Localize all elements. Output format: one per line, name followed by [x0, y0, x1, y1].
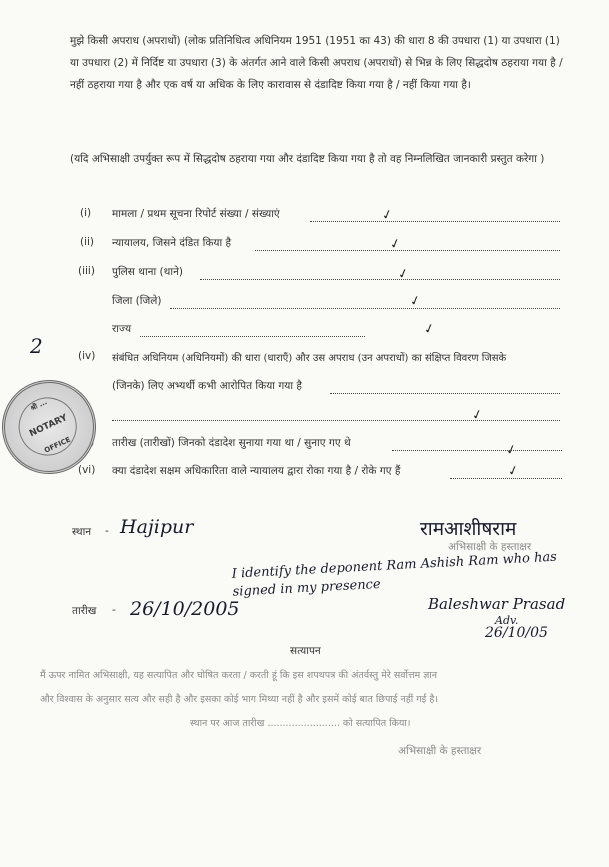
item-i-tick: ✓	[380, 206, 395, 225]
item-ii-label: न्यायालय, जिसने दंडित किया है	[112, 237, 232, 249]
item-v-label: तारीख (तारीखों) जिनको दंडादेश सुनाया गया था / सुनाए गए थे	[112, 437, 351, 449]
item-iii-number: (iii)	[78, 265, 95, 277]
item-iii-line	[200, 279, 560, 280]
info-paragraph: (यदि अभिसाक्षी उपर्युक्त रूप में सिद्धदोष ठहराया गया और दंडादिष्ट किया गया है तो वह निम्नलिखित जानकारी प्रस्तुत करेगा )	[70, 153, 545, 165]
margin-mark: 2	[30, 334, 43, 358]
item-iv-line-2	[112, 420, 560, 421]
item-vi-label: क्या दंडादेश सक्षम अधिकारिता वाले न्यायालय द्वारा रोका गया है / रोके गए हैं	[112, 465, 401, 477]
item-iv-number: (iv)	[78, 350, 96, 362]
verification-line-1: मैं ऊपर नामित अभिसाक्षी, यह सत्यापित और घोषित करता / करती हूं कि इस शपथपत्र की अंतर्वस्तु मेरे सर्वोत्तम ज्ञान	[40, 670, 438, 681]
item-i-label: मामला / प्रथम सूचना रिपोर्ट संख्या / संख्याएं	[112, 208, 280, 220]
state-label: राज्य	[112, 323, 132, 335]
item-ii-line	[255, 250, 560, 251]
item-vi-tick: ✓	[506, 462, 521, 481]
deponent-signature: रामआशीषराम	[420, 518, 517, 540]
item-iv-label-2: (जिनके) लिए अभ्यर्थी कभी आरोपित किया गया है	[112, 380, 302, 392]
item-i-line	[310, 221, 560, 222]
item-vi-number: (vi)	[78, 464, 96, 476]
date-label: तारीख	[72, 605, 97, 617]
place-separator: -	[105, 525, 109, 537]
item-iii-tick: ✓	[396, 265, 411, 284]
place-value: Hajipur	[120, 516, 194, 538]
district-tick: ✓	[408, 292, 423, 311]
item-iv-label-1: संबंधित अधिनियम (अधिनियमों) की धारा (धाराएँ) और उस अपराध (उन अपराधों) का संक्षिप्त विवरण जिसके	[112, 353, 507, 364]
date-value: 26/10/2005	[130, 598, 240, 620]
item-v-tick: ✓	[504, 441, 519, 460]
item-vi-line	[450, 478, 562, 479]
district-label: जिला (जिले)	[112, 295, 162, 307]
verification-sign-label: अभिसाक्षी के हस्ताक्षर	[398, 745, 482, 757]
item-iii-label: पुलिस थाना (थाने)	[112, 266, 184, 278]
advocate-title: Adv.	[495, 614, 519, 627]
advocate-date: 26/10/05	[485, 625, 548, 641]
item-ii-number: (ii)	[80, 236, 95, 248]
stamp-text-top: श्री ...	[29, 397, 49, 413]
place-label: स्थान	[72, 526, 92, 538]
stamp-text-bottom: OFFICE	[43, 435, 72, 455]
stamp-text-mid: NOTARY	[28, 412, 70, 440]
state-line	[140, 336, 365, 337]
intro-paragraph: मुझे किसी अपराध (अपराधों) (लोक प्रतिनिधित्व अधिनियम 1951 (1951 का 43) की धारा 8 की उपधारा (1) या उपधारा (1) या उपधारा (2) में निर्दिष्ट या उपधारा (3) के अंतर्गत आने वाले किसी अपराध (अपराधों) से भिन्न के लिए सिद्धदोष ठहराया गया है / नहीं ठहराया गया है और एक वर्ष या अधिक के लिए कारावास से दंडादिष्ट किया गया है / नहीं किया गया है।	[70, 35, 563, 91]
state-tick: ✓	[422, 320, 437, 339]
verification-heading: सत्यापन	[290, 645, 321, 657]
deponent-sign-label: अभिसाक्षी के हस्ताक्षर	[448, 541, 532, 553]
item-iv-tick: ✓	[470, 406, 485, 425]
advocate-name: Baleshwar Prasad	[428, 595, 566, 613]
date-separator: -	[112, 604, 116, 616]
verification-line-3: स्थान पर आज तारीख ........................ को सत्यापित किया।	[190, 718, 411, 729]
item-i-number: (i)	[80, 207, 92, 219]
item-ii-tick: ✓	[388, 235, 403, 254]
verification-line-2: और विश्वास के अनुसार सत्य और सही है और इसका कोई भाग मिथ्या नहीं है और इसमें कोई बात छिपाई नहीं गई है।	[40, 694, 438, 705]
item-v-line	[392, 450, 562, 451]
district-line	[170, 308, 560, 309]
item-iv-line-1	[330, 393, 560, 394]
identification-note: I identify the deponent Ram Ashish Ram who has signed in my presence	[231, 549, 558, 600]
